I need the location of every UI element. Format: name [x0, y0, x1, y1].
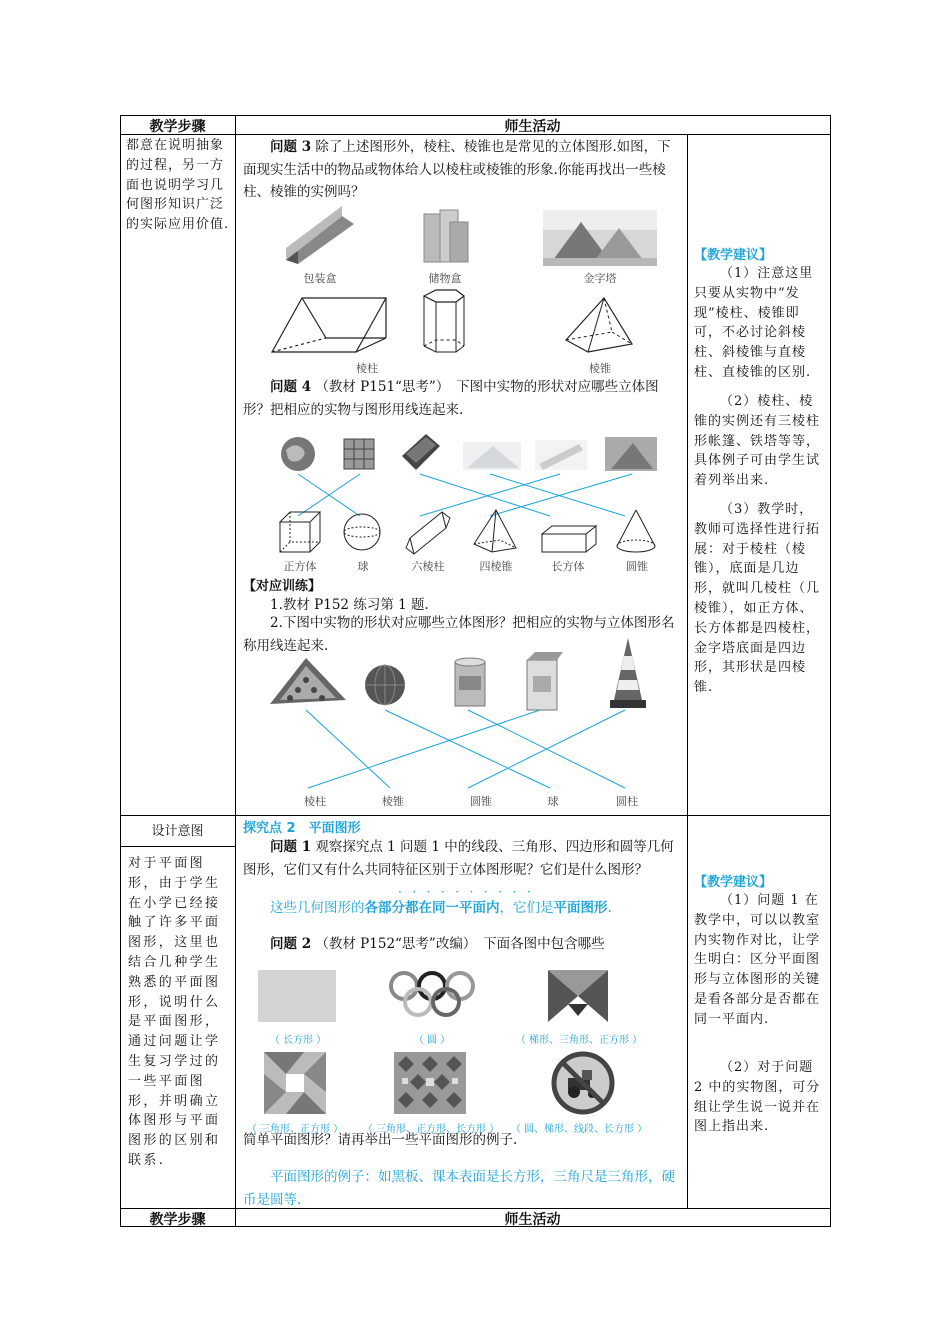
- answer-triangle-square: （ 三角形、正方形 ）: [246, 1124, 344, 1135]
- sand-pile-photo: [463, 442, 521, 470]
- explore-point-2-title: 探究点 2 平面图形: [243, 821, 361, 836]
- no-tractor-sign-image: [552, 1052, 614, 1114]
- s2-answer-1d: 平面图形: [553, 900, 608, 916]
- practice-item-1: 1.教材 P152 练习第 1 题.: [270, 597, 429, 613]
- suggest-1-1: （1）注意这里只要从实物中“发现”棱柱、棱锥即可，不必讨论斜棱柱、斜棱锥与直棱柱、直棱锥的区别.: [694, 266, 814, 380]
- header-step: 教学步骤: [149, 119, 206, 135]
- s2-answer-1a: 这些几何图形的: [270, 900, 365, 916]
- solid-name-cuboid: 长方体: [551, 560, 585, 573]
- problem-3-text: 除了上述图形外，棱柱、棱锥也是常见的立体图形.如图，下面现实生活中的物品或物体给人以棱柱或棱锥的形象.你能再找出一些棱柱、棱锥的实例吗？: [243, 139, 671, 200]
- bowtie-image: [546, 968, 610, 1024]
- s2-examples: 平面图形的例子：如黑板、课本表面是长方形，三角尺是三角形，硬币是圆等.: [243, 1169, 675, 1208]
- answer-circle: （ 圆 ）: [413, 1035, 451, 1046]
- pinwheel-image: [264, 1052, 326, 1114]
- answer-triangle-square-rect: （ 三角形、正方形、长方形 ）: [362, 1124, 500, 1135]
- traffic-cone-photo: [608, 636, 648, 712]
- prism-figure: [268, 292, 388, 358]
- design-intent-text-1: 都意在说明抽象的过程，另一方面也说明学习几何图形知识广泛的实际应用价值.: [126, 138, 230, 233]
- s2-problem-2-text: （教材 P152“思考”改编） 下面各图中包含哪些: [315, 936, 605, 952]
- design-label-divider: [120, 846, 235, 847]
- table-right-border: [830, 115, 831, 1227]
- s2-problem-1: [243, 836, 681, 881]
- triangular-toy-photo: [266, 656, 348, 708]
- cone-figure: [614, 508, 658, 554]
- answer-circle-trapezoid: （ 圆、梯形、线段、长方形 ）: [510, 1124, 648, 1135]
- caption-pyramid: 金字塔: [583, 272, 617, 285]
- solid-name-sphere: 球: [357, 560, 369, 573]
- caption-pyramid-shape: 棱锥: [589, 362, 611, 375]
- rubiks-cube-photo: [342, 437, 376, 471]
- cube-figure: [278, 510, 322, 554]
- cylinder-tube-photo: [535, 440, 587, 470]
- suggest-1-2: （2）棱柱、棱锥的实例还有三棱柱形帐篷、铁塔等等，具体例子可由学生试着列举出来.: [694, 394, 821, 489]
- s2-problem-2-label: 问题 2: [270, 936, 312, 952]
- s2-answer-1e: .: [607, 900, 612, 916]
- footer-activity: 师生活动: [504, 1212, 561, 1228]
- tile-pattern-image: [394, 1052, 466, 1114]
- practice-name-prism: 棱柱: [304, 795, 326, 808]
- suggest-1-3: （3）教学时，教师可选择性进行拓展：对于棱柱（棱锥），底面是几边形，就叫几棱柱（几棱锥），如正方体、长方体都是四棱柱，金字塔底面是四边形，其形状是四棱锥.: [694, 502, 821, 696]
- practice-title: 【对应训练】: [243, 579, 322, 594]
- answer-trapezoid: （ 梯形、三角形、正方形 ）: [515, 1035, 643, 1046]
- s2-problem-2-tail: 简单平面图形？请再举出一些平面图形的例子.: [243, 1132, 518, 1148]
- square-pyramid-figure: [470, 508, 520, 554]
- rectangle-image: [258, 970, 336, 1022]
- solid-name-cube: 正方体: [283, 560, 317, 573]
- practice-name-cone: 圆锥: [470, 795, 492, 808]
- suggest-2-2: （2）对于问题 2 中的实物图，可分组让学生说一说并在图上指出来.: [694, 1060, 821, 1135]
- caption-prism: 棱柱: [356, 362, 378, 375]
- design-intent-text-2: 对于平面图形，由于学生在小学已经接触了许多平面图形，这里也结合几种学生熟悉的平面图形，说明什么是平面图形，通过问题让学生复习学过的一些平面图形，并明确立体图形与平面图形的区别和联系.: [128, 856, 221, 1168]
- caption-packaging-box: 包装盒: [303, 272, 337, 285]
- section-divider: [120, 815, 831, 816]
- column-divider-1: [235, 115, 236, 1227]
- s2-problem-1-label: 问题 1: [270, 839, 312, 855]
- pyramid-figure: [562, 296, 636, 354]
- table-left-border: [120, 115, 121, 1227]
- s2-answer-1: [243, 897, 681, 920]
- olympic-rings-image: [388, 968, 476, 1024]
- caption-storage-box: 储物盒: [428, 272, 462, 285]
- practice-name-pyramid: 棱锥: [382, 795, 404, 808]
- problem-4-text: （教材 P151“思考”） 下图中实物的形状对应哪些立体图形？把相应的实物与图形用线连起来.: [243, 379, 659, 418]
- pyramid-photo: [543, 210, 657, 266]
- suggest-2-1: （1）问题 1 在教学中，可以以教室内实物作对比，让学生明白：区分平面图形与立体图形的关键是看各部分是否都在同一平面内.: [694, 893, 821, 1027]
- solid-name-square-pyramid: 四棱锥: [479, 560, 513, 573]
- sphere-figure: [342, 512, 382, 552]
- problem-3: [243, 136, 681, 204]
- footer-step: 教学步骤: [149, 1212, 206, 1228]
- s2-answer-1b: 各部分都在同一平面内: [364, 900, 500, 916]
- practice-name-cylinder: 圆柱: [616, 795, 638, 808]
- answer-rectangle: （ 长方形 ）: [269, 1035, 327, 1046]
- suggest-title-1: 【教学建议】: [694, 248, 773, 263]
- can-photo: [451, 656, 489, 710]
- problem-4-label: 问题 4: [270, 379, 312, 395]
- hexagonal-prism-figure: [418, 290, 468, 356]
- earth-photo: [280, 436, 316, 472]
- problem-4: [243, 376, 681, 421]
- storage-box-photo: [420, 208, 472, 264]
- s2-answer-1c: ，它们是: [499, 900, 554, 916]
- matching-lines-practice: [240, 708, 680, 792]
- book-photo: [400, 432, 442, 472]
- basketball-photo: [364, 664, 406, 706]
- solid-name-cone: 圆锥: [626, 560, 648, 573]
- s2-problem-2: [243, 933, 681, 956]
- hexagonal-prism-solid-figure: [400, 508, 454, 554]
- s2-problem-1-text: 观察探究点 1 问题 1 中的线段、三角形、四边形和圆等几何图形，它们又有什么共同特征区别于立体图形呢？它们是什么图形？: [243, 839, 674, 878]
- header-activity: 师生活动: [504, 119, 561, 135]
- gift-box-photo: [523, 650, 561, 712]
- design-intent-label: 设计意图: [151, 824, 204, 839]
- cuboid-figure: [540, 524, 598, 554]
- practice-name-sphere: 球: [547, 795, 559, 808]
- practice-item-2: 2.下图中实物的形状对应哪些立体图形？把相应的实物与立体图形名称用线连起来.: [243, 615, 675, 654]
- column-divider-2: [687, 134, 688, 1208]
- emphasis-dots: ··········: [398, 885, 542, 899]
- suggest-title-2: 【教学建议】: [694, 875, 773, 890]
- solid-name-hex-prism: 六棱柱: [411, 560, 445, 573]
- packaging-box-photo: [284, 212, 356, 264]
- problem-3-label: 问题 3: [270, 139, 312, 155]
- pyramid-object-photo: [605, 437, 657, 471]
